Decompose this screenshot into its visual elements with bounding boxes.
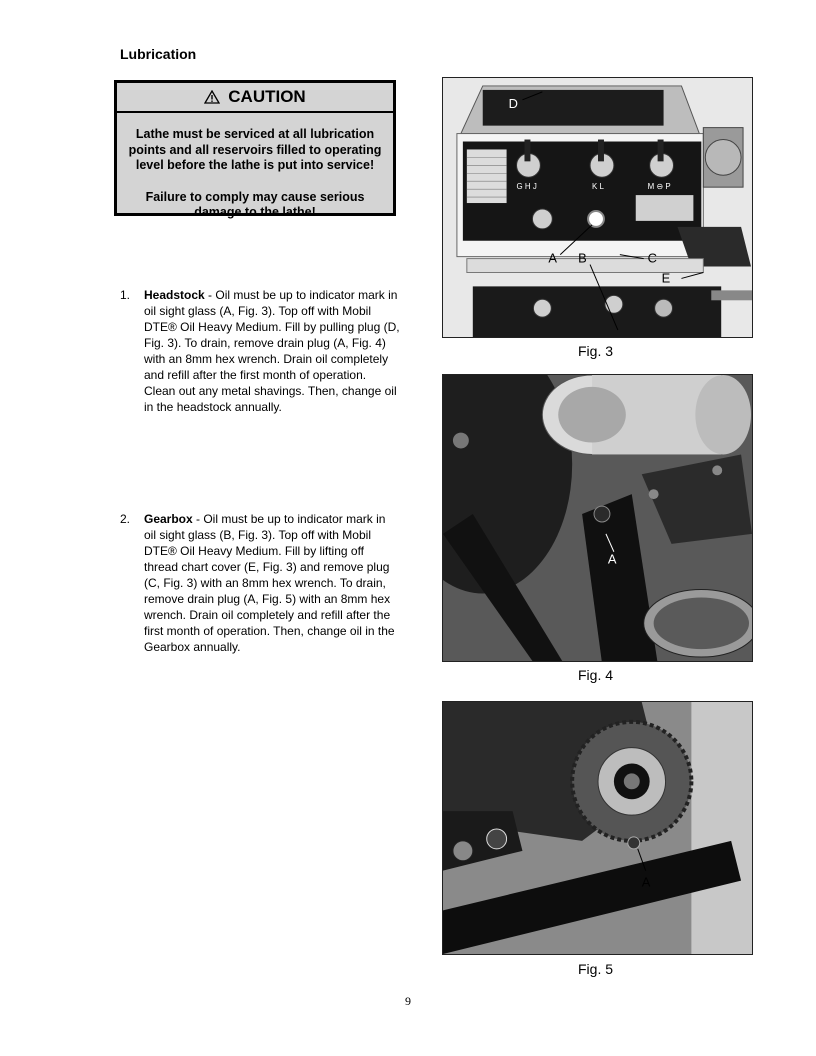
- callout-d: D: [508, 95, 518, 111]
- caution-heading: CAUTION: [228, 87, 306, 106]
- caution-heading-row: [117, 87, 393, 107]
- caution-box: [114, 80, 396, 219]
- section-title: Lubrication: [120, 46, 197, 62]
- figure-4-caption: Fig. 4: [578, 667, 614, 683]
- list-item-number: 1.: [120, 288, 131, 302]
- list-item-text: - Oil must be up to indicator mark in oil sight glass (B, Fig. 3). Top off with Mobil DTE® Oil Heavy Medium. Fill by lifting off thread chart cover (E, Fig. 3) and remove plug (C, Fig. 3) with an 8mm hex wrench. To drain, remove drain plug (A, Fig. 5) with an 8mm hex wrench. Drain oil completely and refill after the first month of operation. Then, change oil in the Gearbox annually.: [144, 512, 395, 654]
- caution-text-2: Failure to comply may cause serious damage to the lathe!: [145, 189, 365, 219]
- dial-label-mnp: M ⊖ P: [647, 182, 671, 192]
- warning-triangle-icon: [204, 90, 220, 104]
- list-item-term: Gearbox: [144, 512, 193, 526]
- figure-5-photo: [442, 701, 753, 955]
- callout-c: C: [647, 250, 657, 266]
- list-item-number: 2.: [120, 512, 131, 526]
- callout-a: A: [548, 250, 557, 266]
- list-item-gearbox: [120, 511, 400, 655]
- caution-text-1: Lathe must be serviced at all lubrication points and all reservoirs filled to operating level before the lathe is put into service!: [128, 127, 382, 172]
- list-item-headstock: [120, 287, 400, 415]
- callout-a: A: [641, 874, 651, 890]
- figure-5-caption: Fig. 5: [578, 961, 614, 977]
- callout-a: A: [607, 551, 617, 567]
- list-item-term: Headstock: [144, 288, 205, 302]
- dial-label-ghj: G H J: [516, 182, 537, 192]
- figure-3-caption: Fig. 3: [578, 343, 614, 359]
- caution-divider: [117, 111, 393, 113]
- dial-label-kl: K L: [592, 182, 604, 192]
- page-number: 9: [405, 994, 411, 1008]
- list-item-body: [144, 511, 400, 655]
- callout-e: E: [661, 270, 671, 286]
- callout-b: B: [578, 250, 587, 266]
- figure-3-photo: [442, 77, 753, 338]
- list-item-body: [144, 287, 400, 415]
- list-item-text: - Oil must be up to indicator mark in oil sight glass (A, Fig. 3). Top off with Mobil DTE® Oil Heavy Medium. Fill by pulling plug (D, Fig. 3). To drain, remove drain plug (A, Fig. 4) with an 8mm hex wrench. Drain oil completely and refill after the first month of operation. Clean out any metal shavings. Then, change oil in the headstock annually.: [144, 288, 400, 414]
- figure-4-photo: [442, 374, 753, 662]
